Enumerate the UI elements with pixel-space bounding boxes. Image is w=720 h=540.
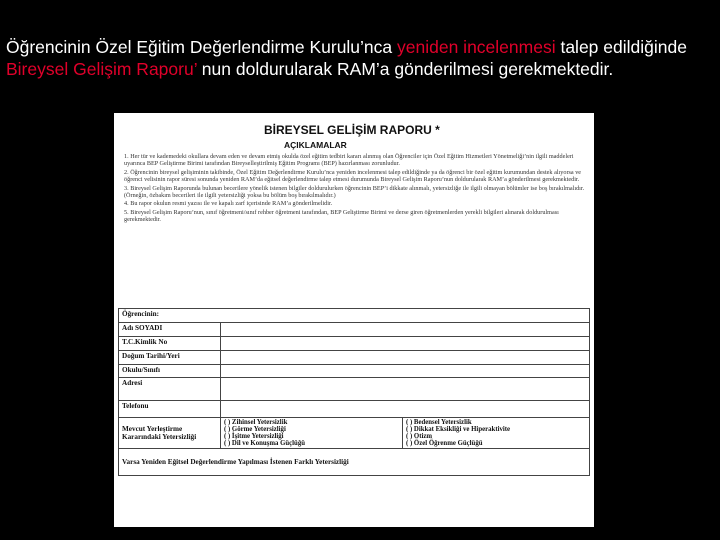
field-label: Adresi (119, 378, 221, 401)
field-label: T.C.Kimlik No (119, 337, 221, 351)
checkbox-option[interactable]: ( ) Bedensel Yetersizlik (406, 419, 472, 426)
section-label: Öğrencinin: (119, 309, 590, 323)
field-label: Okulu/Sınıfı (119, 365, 221, 378)
note-item: 4. Bu rapor okulun resmi yazısı ile ve kapalı zarf içerisinde RAM’a gönderilmelidir. (124, 200, 333, 208)
request-label: Varsa Yeniden Eğitsel Değerlendirme Yapılması İstenen Farklı Yetersizliği (119, 449, 590, 476)
field-value (221, 365, 590, 378)
field-value (221, 323, 590, 337)
checkbox-option[interactable]: ( ) Zihinsel Yetersizlik (224, 419, 288, 426)
explanation-notes (124, 153, 586, 225)
heading-highlight-2: Bireysel Gelişim Raporu’ (6, 59, 197, 79)
note-item: 3. Bireysel Gelişim Raporunda bulunan becerilere yönelik istenen bilgiler doldurulurken öğrencinin BEP’i dikkate alınmalı, yetersizliğe ile ilgili olmayan bölümler ise boş bırakılmalıdır. (Örneğin, özbakım becerileri ile ilgili yetersizliği yoksa bu bölüm boş bırakılmalıdır.) (124, 184, 585, 200)
note-item: 5. Bireysel Gelişim Raporu’nun, sınıf öğretmeni/sınıf rehber öğretmeni tarafından, BEP Geliştirme Birimi ve derse giren öğretmenlerden yerekli bilgileri alınarak doldurulması gerekmektedir. (124, 208, 559, 224)
heading-text-3: nun doldurularak RAM’a gönderilmesi gerekmektedir. (196, 59, 614, 79)
placement-label: Mevcut Yerleştirme Kararındaki Yetersizliği (119, 418, 221, 449)
heading-highlight-1: yeniden incelenmesi (397, 37, 556, 57)
note-item: 1. Her tür ve kademedeki okullara devam eden ve devam etmiş okulda özel eğitim tedbiri kararı alınmış olan Öğrenciler için Özel Eğitim Hizmetleri Yönetmeliği’nin ilgili maddeleri uyarınca BEP Geliştirme Birimi tarafından Bireyselleştirilmiş Eğitim Programı (BEP) hazırlanması zorunludur. (124, 153, 574, 168)
field-label: Telefonu (119, 401, 221, 418)
field-value (221, 337, 590, 351)
checkbox-option[interactable]: ( ) Dikkat Eksikliği ve Hiperaktivite (406, 426, 511, 433)
checkbox-option[interactable]: ( ) Dil ve Konuşma Güçlüğü (224, 440, 306, 447)
heading-text-1: Öğrencinin Özel Eğitim Değerlendirme Kurulu’nca (6, 37, 398, 57)
field-value (221, 351, 590, 365)
checkbox-option[interactable]: ( ) Otizm (406, 433, 433, 440)
field-value (221, 378, 590, 401)
document-subtitle: AÇIKLAMALAR (284, 140, 347, 150)
checkbox-option[interactable]: ( ) İşitme Yetersizliği (224, 433, 284, 440)
note-item: 2. Öğrencinin bireysel gelişiminin takibinde, Özel Eğitim Değerlendirme Kurulu’nca yeniden incelenmesi talep edildiğinde ya da öğrenci bir özel eğitim kurumundan destek alıyorsa ve öğrenci velisinin rapor süresi sonunda yeniden RAM’da eğitsel değerlendirme talep etmesi durumunda Bireysel Gelişim Raporu’nun doldurularak RAM’a gönderilmesi gerekmektedir. (124, 168, 582, 184)
student-info-table (118, 308, 590, 476)
slide-heading (6, 36, 714, 80)
field-value (221, 401, 590, 418)
disability-options-right (403, 418, 590, 449)
report-document-image (114, 113, 594, 527)
disability-options-left (221, 418, 403, 449)
document-title: BİREYSEL GELİŞİM RAPORU * (264, 123, 440, 137)
field-label: Adı SOYADI (119, 323, 221, 337)
checkbox-option[interactable]: ( ) Özel Öğrenme Güçlüğü (406, 440, 483, 447)
checkbox-option[interactable]: ( ) Görme Yetersizliği (224, 426, 286, 433)
field-label: Doğum Tarihi/Yeri (119, 351, 221, 365)
heading-text-2: talep edildiğinde (555, 37, 687, 57)
